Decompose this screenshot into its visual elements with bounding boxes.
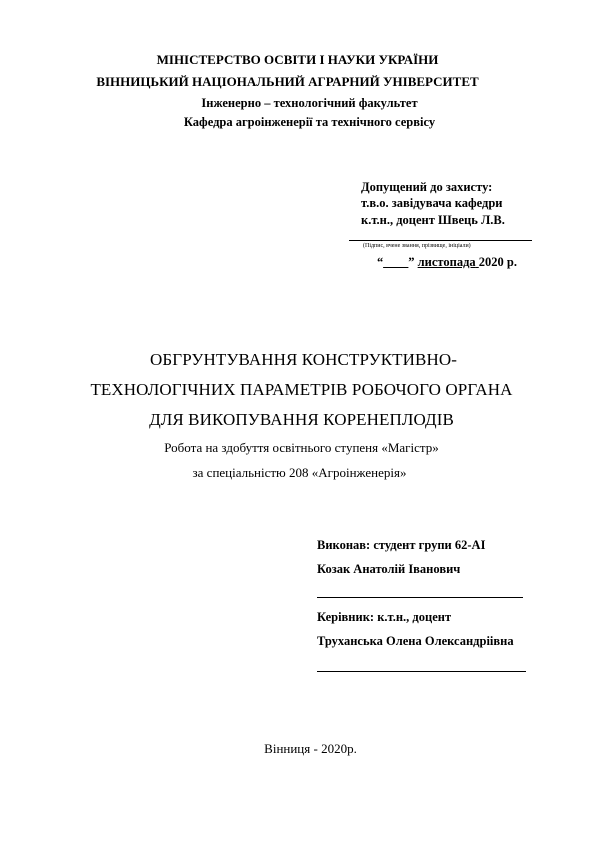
thesis-title-line-1: ОБГРУНТУВАННЯ КОНСТРУКТИВНО-: [150, 350, 457, 369]
approval-line-admitted: Допущений до захисту:: [361, 180, 493, 194]
department-heading: Кафедра агроінженерії та технічного сервісу: [183, 115, 436, 129]
date-close-quote: ”: [408, 255, 415, 269]
supervisor-signature-line: [317, 671, 526, 672]
date-month: листопада: [417, 255, 476, 269]
date-day-blank: ____: [383, 255, 409, 269]
city-year: Вінниця - 2020р.: [264, 741, 357, 756]
thesis-title-line-2: ТЕХНОЛОГІЧНИХ ПАРАМЕТРІВ РОБОЧОГО ОРГАНА: [90, 380, 513, 399]
degree-line: Робота на здобуття освітнього ступеня «Магістр»: [164, 440, 439, 455]
approval-signature-line: [349, 240, 532, 241]
performer-role: Виконав: студент групи 62-АІ: [317, 538, 486, 552]
date-open-quote: “: [377, 255, 384, 269]
supervisor-role: Керівник: к.т.н., доцент: [317, 610, 452, 624]
date-year: 2020 р.: [478, 255, 517, 269]
specialty-line: за спеціальністю 208 «Агроінженерія»: [192, 465, 407, 480]
ministry-heading: МІНІСТЕРСТВО ОСВІТИ І НАУКИ УКРАЇНИ: [156, 52, 439, 67]
faculty-heading: Інженерно – технологічний факультет: [201, 96, 418, 110]
thesis-title-line-3: ДЛЯ ВИКОПУВАННЯ КОРЕНЕПЛОДІВ: [149, 410, 454, 429]
performer-signature-line: [317, 597, 523, 598]
approval-signature-caption: (Підпис, вчене звання, прізвище, ініціали): [363, 243, 471, 249]
approval-date: [377, 255, 517, 270]
approval-line-head: т.в.о. завідувача кафедри: [361, 196, 503, 210]
approval-line-name: к.т.н., доцент Швець Л.В.: [361, 213, 505, 227]
supervisor-name: Труханська Олена Олександріівна: [317, 634, 514, 648]
performer-name: Козак Анатолій Іванович: [317, 562, 461, 576]
university-heading: ВІННИЦЬКИЙ НАЦІОНАЛЬНИЙ АГРАРНИЙ УНІВЕРСИТЕТ: [96, 74, 479, 89]
